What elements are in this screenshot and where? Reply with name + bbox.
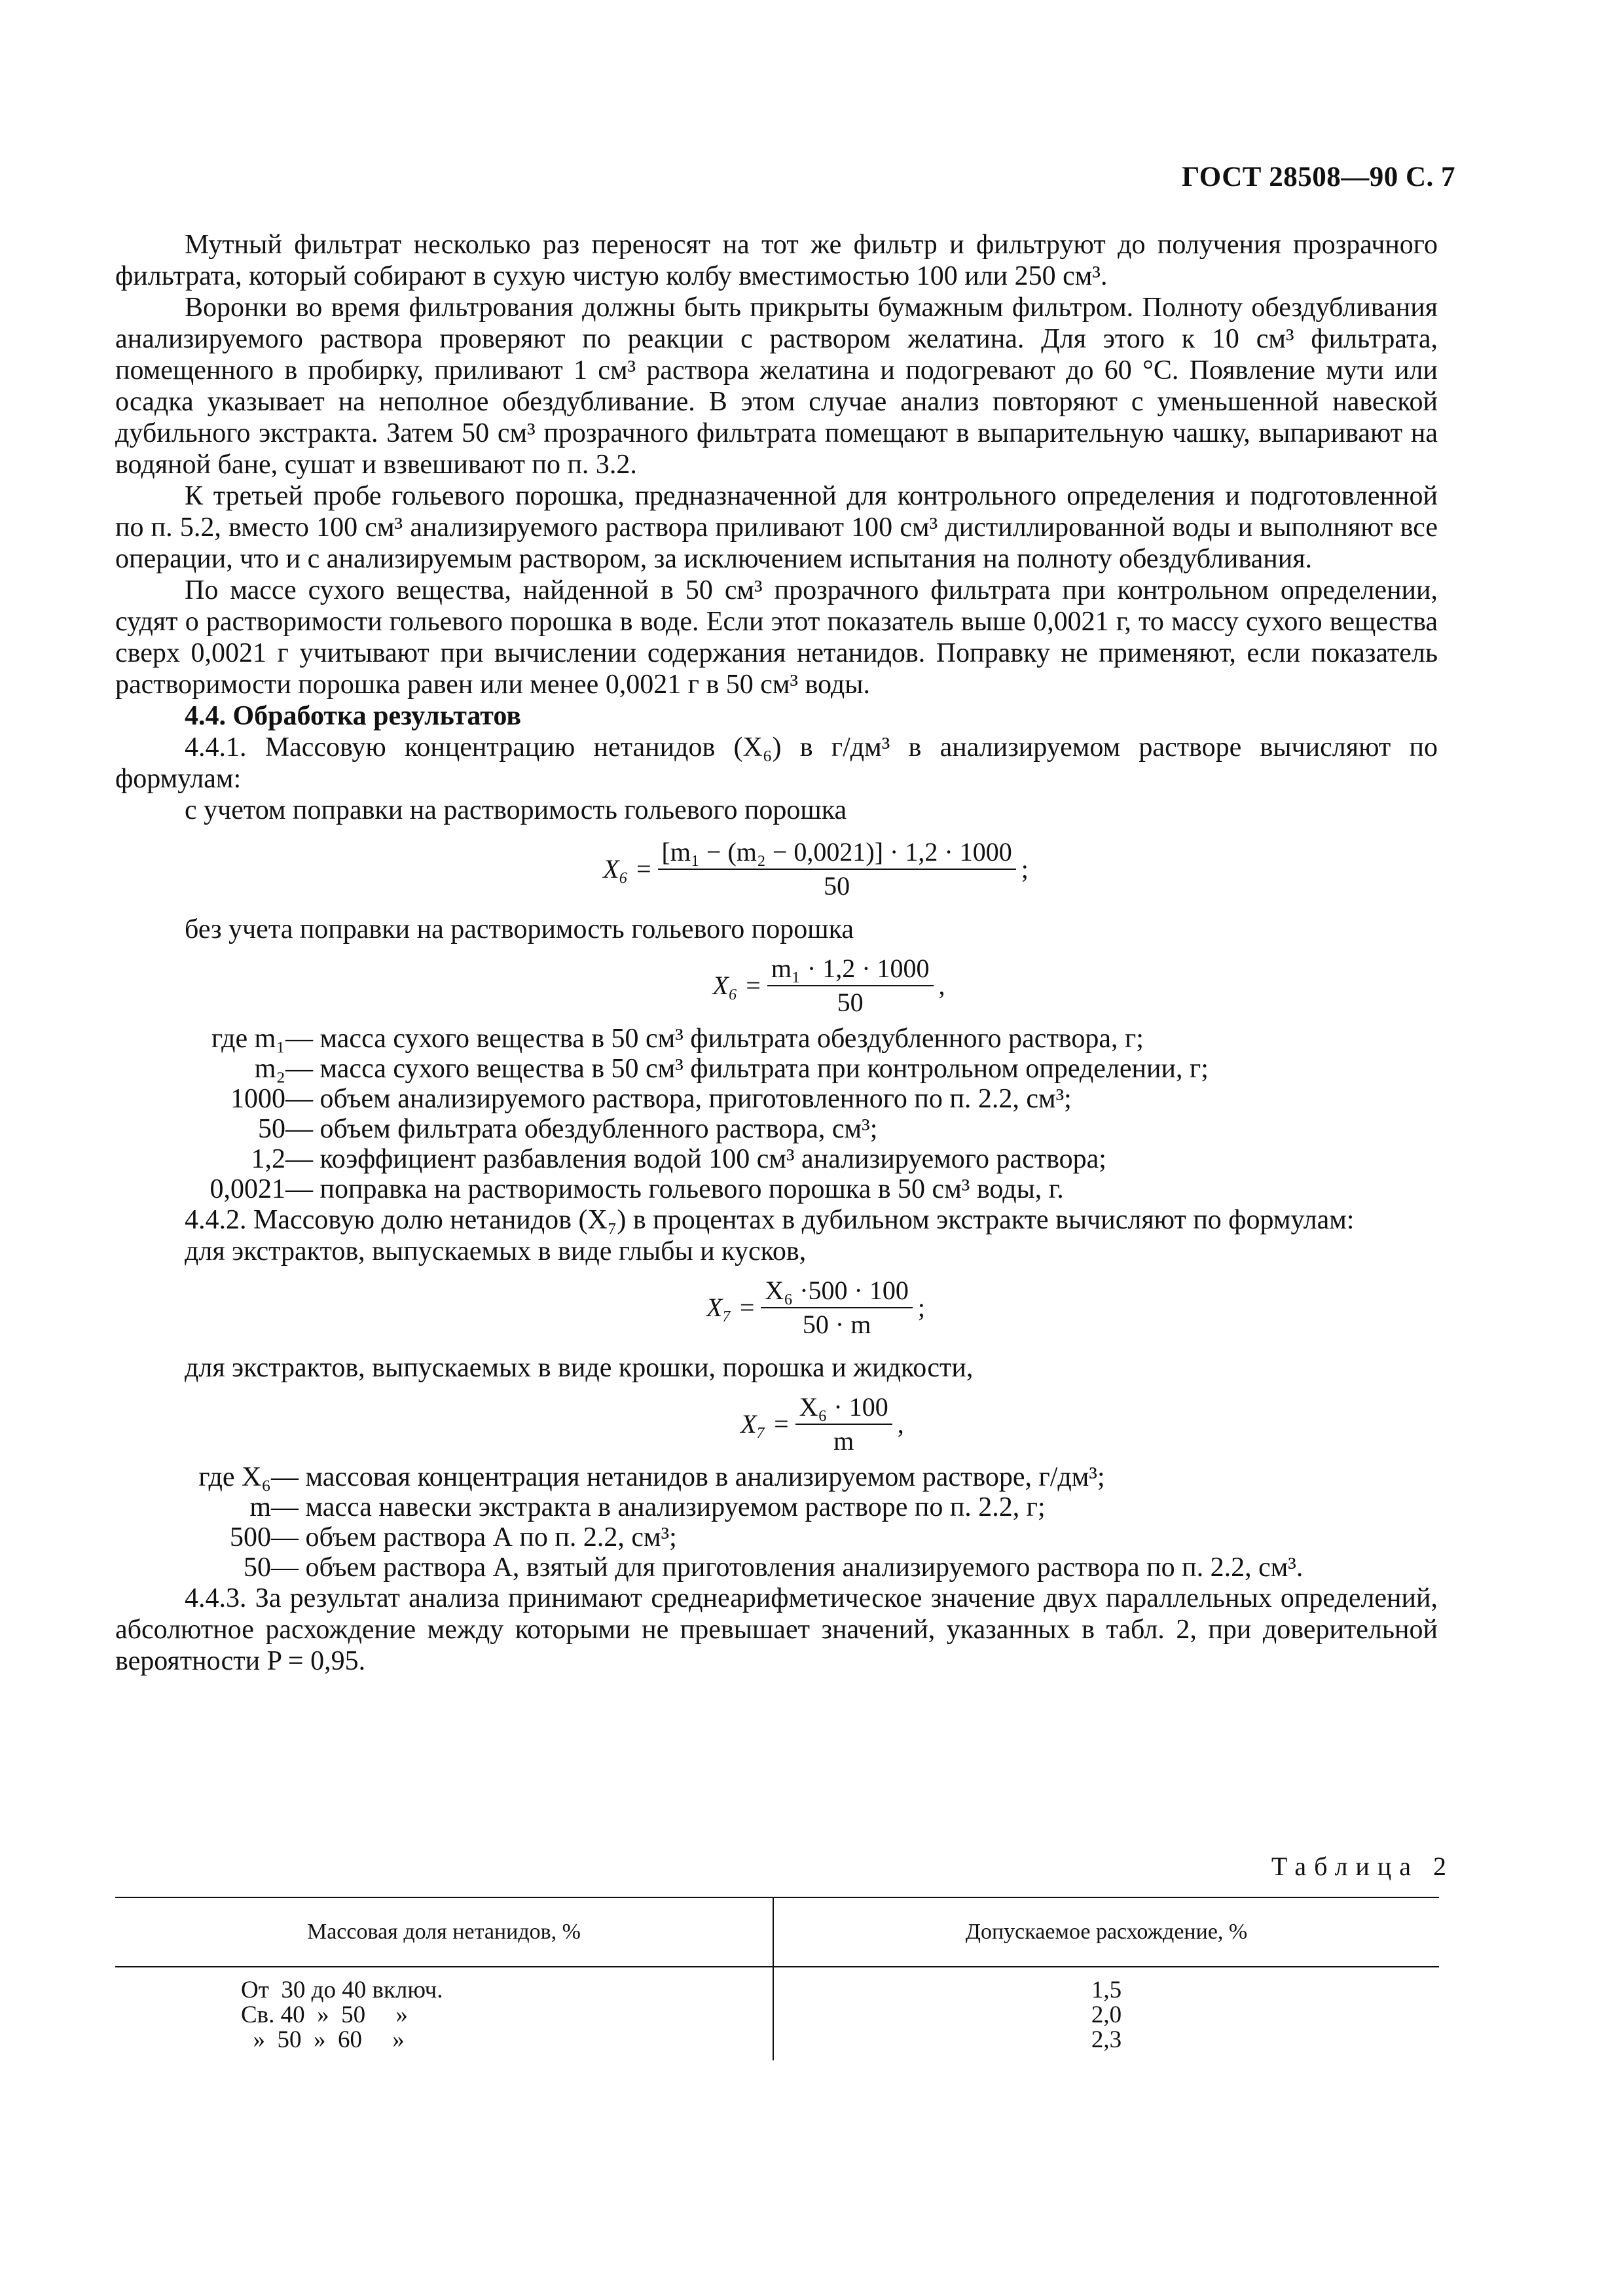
fraction xyxy=(795,1393,892,1456)
definition-line xyxy=(115,1084,1438,1114)
definition-line xyxy=(115,1144,1438,1174)
formula-x7-lump xyxy=(194,1276,1438,1339)
fraction-numerator: X₆ ·500 · 100 xyxy=(761,1276,912,1308)
table-cell: 1,5 xyxy=(1091,1977,1122,2003)
formula-x6-corrected xyxy=(194,838,1438,901)
definition-line xyxy=(115,1522,1438,1552)
definition-text: — масса сухого вещества в 50 см³ фильтрата обездубленного раствора, г; xyxy=(285,1024,1144,1054)
table-header-cell: Допускаемое расхождение, % xyxy=(965,1920,1248,1944)
definition-line xyxy=(115,1552,1438,1583)
definition-text: — поправка на растворимость гольевого порошка в 50 см³ воды, г. xyxy=(285,1174,1064,1204)
formula-tail: , xyxy=(938,971,945,1000)
definition-symbol: m xyxy=(249,1492,271,1522)
definition-line xyxy=(115,1462,1438,1492)
definition-line xyxy=(115,1054,1438,1084)
definition-symbol: 50 xyxy=(244,1552,271,1583)
fraction-denominator: 50 · m xyxy=(802,1310,871,1339)
table-cell: » 50 » 60 » xyxy=(241,2026,405,2053)
document-body xyxy=(115,229,1438,1677)
fraction xyxy=(658,838,1016,901)
table-column-tolerance xyxy=(774,1967,1439,2060)
table-cell: 2,0 xyxy=(1091,2001,1122,2028)
definition-text: — объем фильтрата обездубленного раствора, см³; xyxy=(285,1114,878,1144)
table-header-cell: Массовая доля нетанидов, % xyxy=(115,1898,774,1966)
fraction-numerator: m₁ · 1,2 · 1000 xyxy=(767,954,934,986)
fraction xyxy=(761,1276,912,1339)
formula-condition: для экстрактов, выпускаемых в виде крошки, порошка и жидкости, xyxy=(185,1353,974,1383)
paragraph: 4.4.1. Массовую концентрацию нетанидов (X₆) в г/дм³ в анализируемом растворе вычисляют по формулам: xyxy=(115,732,1438,794)
definition-line xyxy=(115,1492,1438,1522)
paragraph: По массе сухого вещества, найденной в 50 см³ прозрачного фильтрата при контрольном определении, судят о растворимости гольевого порошка в воде. Если этот показатель выше 0,0021 г, то массу сухого вещества сверх 0,0021 г учитывают при вычислении содержания нетанидов. Поправку не применяют, если показатель растворимости порошка равен или менее 0,0021 г в 50 см³ воды. xyxy=(115,575,1438,700)
table-caption: Таблица 2 xyxy=(1271,1852,1454,1881)
fraction xyxy=(767,954,934,1017)
formula-condition: без учета поправки на растворимость гольевого порошка xyxy=(185,914,854,944)
paragraph: 4.4.3. За результат анализа принимают среднеарифметическое значение двух параллельных определений, абсолютное расхождение между которыми не превышает значений, указанных в табл. 2, при доверительной вероятности P = 0,95. xyxy=(115,1583,1438,1676)
variable-definitions xyxy=(115,1024,1438,1204)
definition-symbol: 50 xyxy=(258,1114,285,1144)
definition-symbol: 0,0021 xyxy=(210,1174,285,1204)
paragraph: Воронки во время фильтрования должны быть прикрыты бумажным фильтром. Полноту обездубливания анализируемого раствора проверяют по реакции с раствором желатина. Для этого к 10 см³ фильтрата, помещенного в пробирку, приливают 1 см³ раствора желатина и подогревают до 60 °С. Появление мути или осадка указывает на неполное обездубливание. В этом случае анализ повторяют с уменьшенной навеской дубильного экстракта. Затем 50 см³ прозрачного фильтрата помещают в выпарительную чашку, выпаривают на водяной бане, сушат и взвешивают по п. 3.2. xyxy=(115,293,1438,480)
table-cell: 2,3 xyxy=(1091,2026,1122,2053)
definition-symbol: где X₆ xyxy=(198,1462,271,1492)
section-heading: 4.4. Обработка результатов xyxy=(185,701,522,731)
definition-text: — масса навески экстракта в анализируемом растворе по п. 2.2, г; xyxy=(271,1492,1046,1522)
formula-lhs: X₇ = xyxy=(706,1293,756,1322)
paragraph: Мутный фильтрат несколько раз переносят на тот же фильтр и фильтруют до получения прозрачного фильтрата, который собирают в сухую чистую колбу вместимостью 100 или 250 см³. xyxy=(115,230,1438,291)
definition-text: — коэффициент разбавления водой 100 см³ анализируемого раствора; xyxy=(285,1144,1106,1174)
definition-text: — объем раствора А, взятый для приготовления анализируемого раствора по п. 2.2, см³. xyxy=(271,1552,1304,1583)
table-column-range xyxy=(115,1967,774,2060)
definition-line xyxy=(115,1114,1438,1144)
tolerance-table xyxy=(115,1897,1439,2060)
fraction-numerator: X₆ · 100 xyxy=(795,1393,892,1425)
variable-definitions xyxy=(115,1462,1438,1583)
formula-lhs: X₆ = xyxy=(603,854,653,884)
definition-text: — объем анализируемого раствора, приготовленного по п. 2.2, см³; xyxy=(285,1084,1072,1114)
formula-lhs: X₆ = xyxy=(712,971,762,1000)
page-header: ГОСТ 28508—90 С. 7 xyxy=(1181,162,1455,192)
definition-text: — массовая концентрация нетанидов в анализируемом растворе, г/дм³; xyxy=(271,1462,1105,1492)
table-header-row xyxy=(115,1898,1439,1967)
formula-lhs: X₇ = xyxy=(740,1409,790,1439)
definition-text: — масса сухого вещества в 50 см³ фильтрата при контрольном определении, г; xyxy=(285,1054,1209,1084)
definition-symbol: где m₁ xyxy=(211,1024,285,1054)
formula-x6-uncorrected xyxy=(220,954,1438,1017)
table-body xyxy=(115,1967,1439,2060)
definition-text: — объем раствора А по п. 2.2, см³; xyxy=(271,1522,677,1552)
table-cell: Св. 40 » 50 » xyxy=(241,2001,408,2028)
formula-tail: ; xyxy=(1021,854,1029,884)
paragraph: 4.4.2. Массовую долю нетанидов (X₇) в процентах в дубильном экстракте вычисляют по формулам: xyxy=(185,1205,1355,1235)
definition-line xyxy=(115,1024,1438,1054)
formula-condition: с учетом поправки на растворимость гольевого порошка xyxy=(185,795,847,825)
table-cell: От 30 до 40 включ. xyxy=(241,1977,443,2003)
formula-tail: ; xyxy=(917,1293,925,1322)
definition-symbol: 1,2 xyxy=(251,1144,285,1174)
paragraph: К третьей пробе гольевого порошка, предназначенной для контрольного определения и подготовленной по п. 5.2, вместо 100 см³ анализируемого раствора приливают 100 см³ дистиллированной воды и выполняют все операции, что и с анализируемым раствором, за исключением испытания на полноту обездубливания. xyxy=(115,481,1438,574)
fraction-denominator: 50 xyxy=(824,871,850,901)
definition-line xyxy=(115,1174,1438,1204)
definition-symbol: 500 xyxy=(230,1522,271,1552)
formula-tail: , xyxy=(897,1409,904,1439)
fraction-numerator: [m₁ − (m₂ − 0,0021)] · 1,2 · 1000 xyxy=(658,838,1016,870)
formula-x7-crumb xyxy=(207,1393,1438,1456)
definition-symbol: m₂ xyxy=(254,1054,285,1084)
fraction-denominator: m xyxy=(833,1426,854,1456)
formula-condition: для экстрактов, выпускаемых в виде глыбы и кусков, xyxy=(185,1236,807,1266)
fraction-denominator: 50 xyxy=(837,988,864,1017)
definition-symbol: 1000 xyxy=(230,1084,285,1114)
